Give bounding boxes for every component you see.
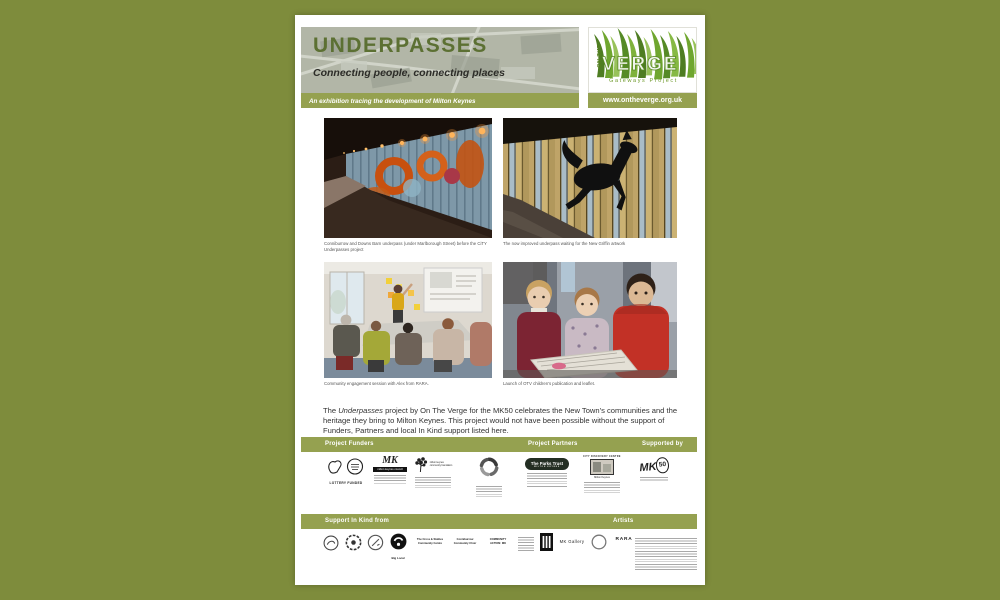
community-action-line1: COMMUNITY [489,538,507,541]
underpass-before-illustration [324,118,492,238]
label-artists: Artists [613,518,634,524]
logo-mk50 [636,458,672,482]
label-supported-by: Supported by [642,441,684,447]
logo-swirl-funder [475,456,503,497]
logo-circle-outline [590,534,608,555]
logo-cross-stables [412,538,448,545]
mk-council-name: milton keynes council [373,467,407,472]
parks-trust-name [525,458,569,470]
conniburrow-line2: Community Choir [453,541,477,545]
logo-badge-3 [366,534,384,556]
lottery-hand-icon [323,458,369,475]
intro-post: project by On The Verge for the MK50 celebrates the New Town's communities and the heritage they bring to Milton Keynes. This project would not have been possible without the support of Funders, Partners and local In Kind support listed here. [323,405,678,436]
segmented-badge-icon [345,534,362,551]
photo-community-session [324,262,492,378]
mk-council-mark: MK [382,455,398,466]
funders-partners-bar [301,437,697,452]
caption-community-session: Community engagement session with Alex from RARA. [324,381,429,386]
intro-paragraph [323,406,693,437]
parks-trust-fineprint [527,473,567,487]
website-url: www.ontheverge.org.uk [588,93,697,108]
big-local-label: Big Local [391,556,405,560]
mk-council-fineprint [374,475,406,484]
cross-stables-line2: Community Centre [417,541,443,545]
logo-community-action-mk [482,538,514,545]
conniburrow-line1: Conniburrow [456,538,474,541]
circle-icon [591,534,607,550]
foundation-line2: community foundation [429,465,453,467]
label-support-in-kind: Support In Kind from [325,518,389,524]
inkind-artists-bar [301,514,697,529]
intro-pre: The [323,405,339,415]
community-session-illustration [324,262,492,378]
caption-underpass-after: The now improved underpass waiting for the New Griffin artwork [503,241,626,246]
children-illustration [503,262,677,378]
foundation-fineprint [415,477,451,489]
poster-subtitle: Connecting people, connecting places [313,67,505,79]
logo-badge-2 [344,534,362,556]
logo-badge-1 [322,535,339,556]
header-photo-band [301,27,579,93]
discovery-sub: Milton Keynes [594,476,610,479]
community-action-line2: ACTION: MK [489,541,507,545]
discovery-photo-icon [590,459,614,475]
mk50-wordmark [635,456,672,475]
foundation-name [430,462,452,468]
logo-parks-trust [525,458,569,487]
intro-underpasses-italic: Underpasses [338,405,383,415]
logo-rara: RARA [615,537,633,542]
exhibition-poster [295,15,705,585]
logo-mk-gallery: MK Gallery [559,539,585,544]
foundation-line1: milton keynes [429,462,444,465]
discovery-fineprint [584,482,620,494]
logo-city-discovery-centre [582,456,622,494]
big-local-icon [390,533,407,550]
pen-badge-icon [367,534,384,551]
swirl-icon [478,456,500,478]
logo-on-the: ON THE [597,44,603,68]
logo-black-bars [539,533,553,556]
parks-trust-line: The Parks Trust [530,460,564,466]
logo-big-local [388,533,408,560]
logo-tagline: Gateways Project [609,78,678,84]
cross-stables-line1: The Cross & Stables [416,538,444,541]
photo-underpass-after [503,118,677,238]
round-badge-icon [323,535,339,551]
discovery-heading: CITY DISCOVERY CENTRE [583,456,621,458]
poster-title: UNDERPASSES [313,34,488,57]
logo-conniburrow-choir [450,538,480,545]
logo-mk-council [373,456,407,484]
on-the-verge-logo [588,27,697,93]
parks-trust-sub: MILTON KEYNES [534,466,560,468]
caption-underpass-before: Conniburrow and Downs Barn underpass (under Marlborough Street) before the CiTY Underpasses project [324,241,487,252]
logo-mk-community-foundation [413,456,453,489]
label-project-funders: Project Funders [325,441,374,447]
logo-heritage-lottery-fund [323,458,369,485]
logo-verge-wordmark: VERGE [602,54,679,75]
tree-icon [414,456,428,474]
mk50-50: 50 [656,457,670,474]
horse-silhouette-illustration [503,118,677,238]
photo-children-launch [503,262,677,378]
bars-icon [540,533,553,551]
caption-children-launch: Launch of OTV children's publication and leaflet. [503,381,596,386]
exhibition-strip: An exhibition tracing the development of Milton Keynes [301,93,579,108]
swirl-fineprint [476,486,502,497]
mk50-fineprint [640,477,668,482]
lottery-funded-label: LOTTERY FUNDED [329,481,363,485]
photo-underpass-before [324,118,492,238]
logo-stacked-text [517,534,535,551]
artists-fineprint [635,535,697,570]
label-project-partners: Project Partners [528,441,578,447]
mk50-mk: MK [638,460,658,475]
